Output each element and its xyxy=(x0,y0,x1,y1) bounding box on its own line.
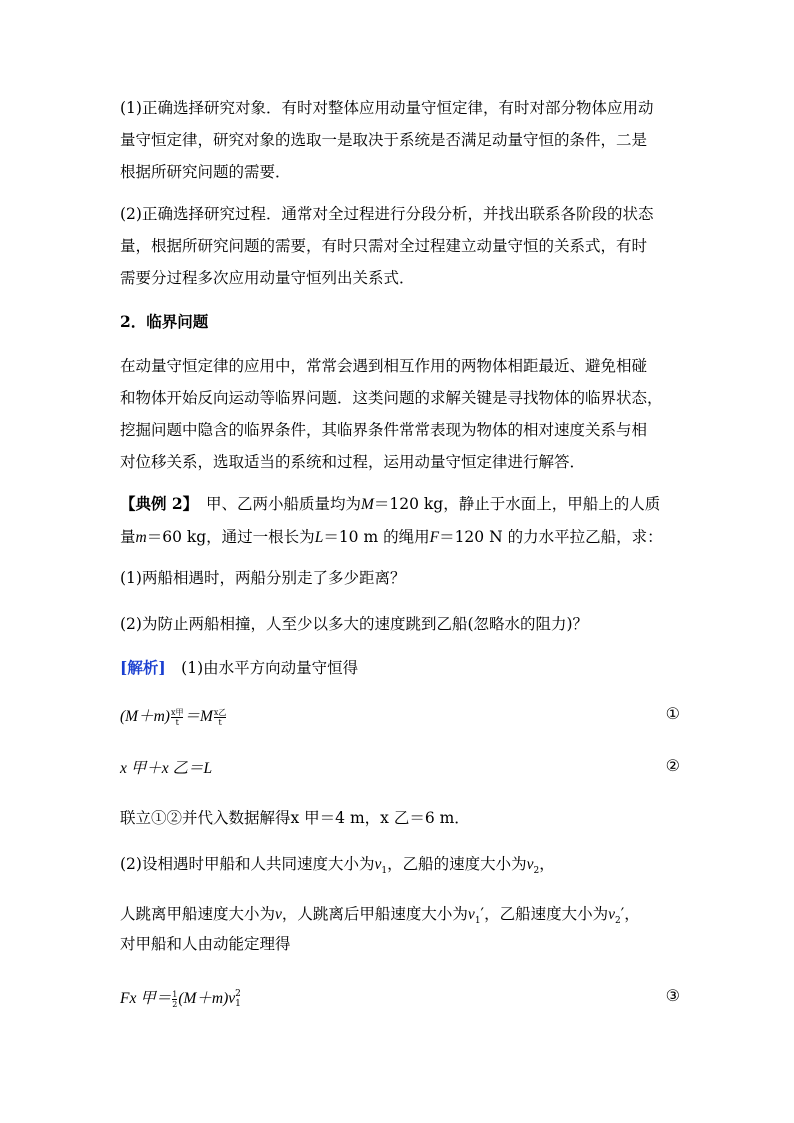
example-line-1: 【典例 2】 甲、乙两小船质量均为M＝120 kg，静止于水面上，甲船上的人质 xyxy=(120,494,661,513)
text-line: 对位移关系，选取适当的系统和过程，运用动量守恒定律进行解答． xyxy=(120,453,586,471)
equation-label: ① xyxy=(665,704,680,723)
equation-label: ② xyxy=(665,756,680,775)
question-1: (1)两船相遇时，两船分别走了多少距离？ xyxy=(120,569,406,587)
solution-tag: [解析] xyxy=(120,658,166,677)
paragraph-2 xyxy=(120,198,690,294)
example-tag: 【典例 2】 xyxy=(120,494,191,513)
solution-line: (2)设相遇时甲船和人共同速度大小为$v_1$，乙船的速度大小为$v_2$， xyxy=(120,855,555,877)
text-line: 挖掘问题中隐含的临界条件，其临界条件常常表现为物体的相对速度关系与相 xyxy=(120,421,648,439)
solution-line: 联立①②并代入数据解得x 甲＝4 m，x 乙＝6 m． xyxy=(120,809,470,827)
question-2: (2)为防止两船相撞，人至少以多大的速度跳到乙船(忽略水的阻力)？ xyxy=(120,615,589,633)
fraction: $\frac{\text{x甲}}{t}$ xyxy=(170,707,184,727)
text-line: 根据所研究问题的需要． xyxy=(120,163,291,181)
equation-2: x 甲＋x 乙＝L ② xyxy=(120,756,680,777)
paragraph-1 xyxy=(120,92,690,188)
solution-intro: [解析] (1)由水平方向动量守恒得 xyxy=(120,658,359,677)
example-problem xyxy=(120,488,690,554)
solution-line: 人跳离甲船速度大小为v，人跳离后甲船速度大小为$v_1'$，乙船速度大小为$v_2'$， xyxy=(120,905,640,927)
fraction: $\frac{\text{x乙}}{t}$ xyxy=(213,707,227,727)
solution-line: 对甲船和人由动能定理得 xyxy=(120,935,291,953)
example-line-2: 量m＝60 kg，通过一根长为L＝10 m 的绳用F＝120 N 的力水平拉乙船，求： xyxy=(120,528,663,546)
equation-1: (M＋m) $\frac{\text{x甲}}{t}$ ＝M $\frac{\text{x乙}}{t}$ ① xyxy=(120,704,680,727)
text-line: 量守恒定律，研究对象的选取一是取决于系统是否满足动量守恒的条件，二是 xyxy=(120,131,648,149)
text-line: 和物体开始反向运动等临界问题．这类问题的求解关键是寻找物体的临界状态， xyxy=(120,389,663,407)
text-line: 在动量守恒定律的应用中，常常会遇到相互作用的两物体相距最近、避免相碰 xyxy=(120,357,648,375)
paragraph-3 xyxy=(120,350,690,478)
fraction: $\frac{1}{2}$ xyxy=(172,989,178,1009)
text-line: (2)正确选择研究过程．通常对全过程进行分段分析，并找出联系各阶段的状态 xyxy=(120,205,654,223)
text-line: 需要分过程多次应用动量守恒列出关系式． xyxy=(120,269,415,287)
equation-label: ③ xyxy=(665,986,680,1005)
section-heading: 2．临界问题 xyxy=(120,312,209,331)
text-line: (1)正确选择研究对象．有时对整体应用动量守恒定律，有时对部分物体应用动 xyxy=(120,99,654,117)
equation-3: Fx 甲＝ $\frac{1}{2}$ (M＋m)v 2 1 ③ xyxy=(120,986,680,1009)
text-line: 量，根据所研究问题的需要，有时只需对全过程建立动量守恒的关系式，有时 xyxy=(120,237,648,255)
